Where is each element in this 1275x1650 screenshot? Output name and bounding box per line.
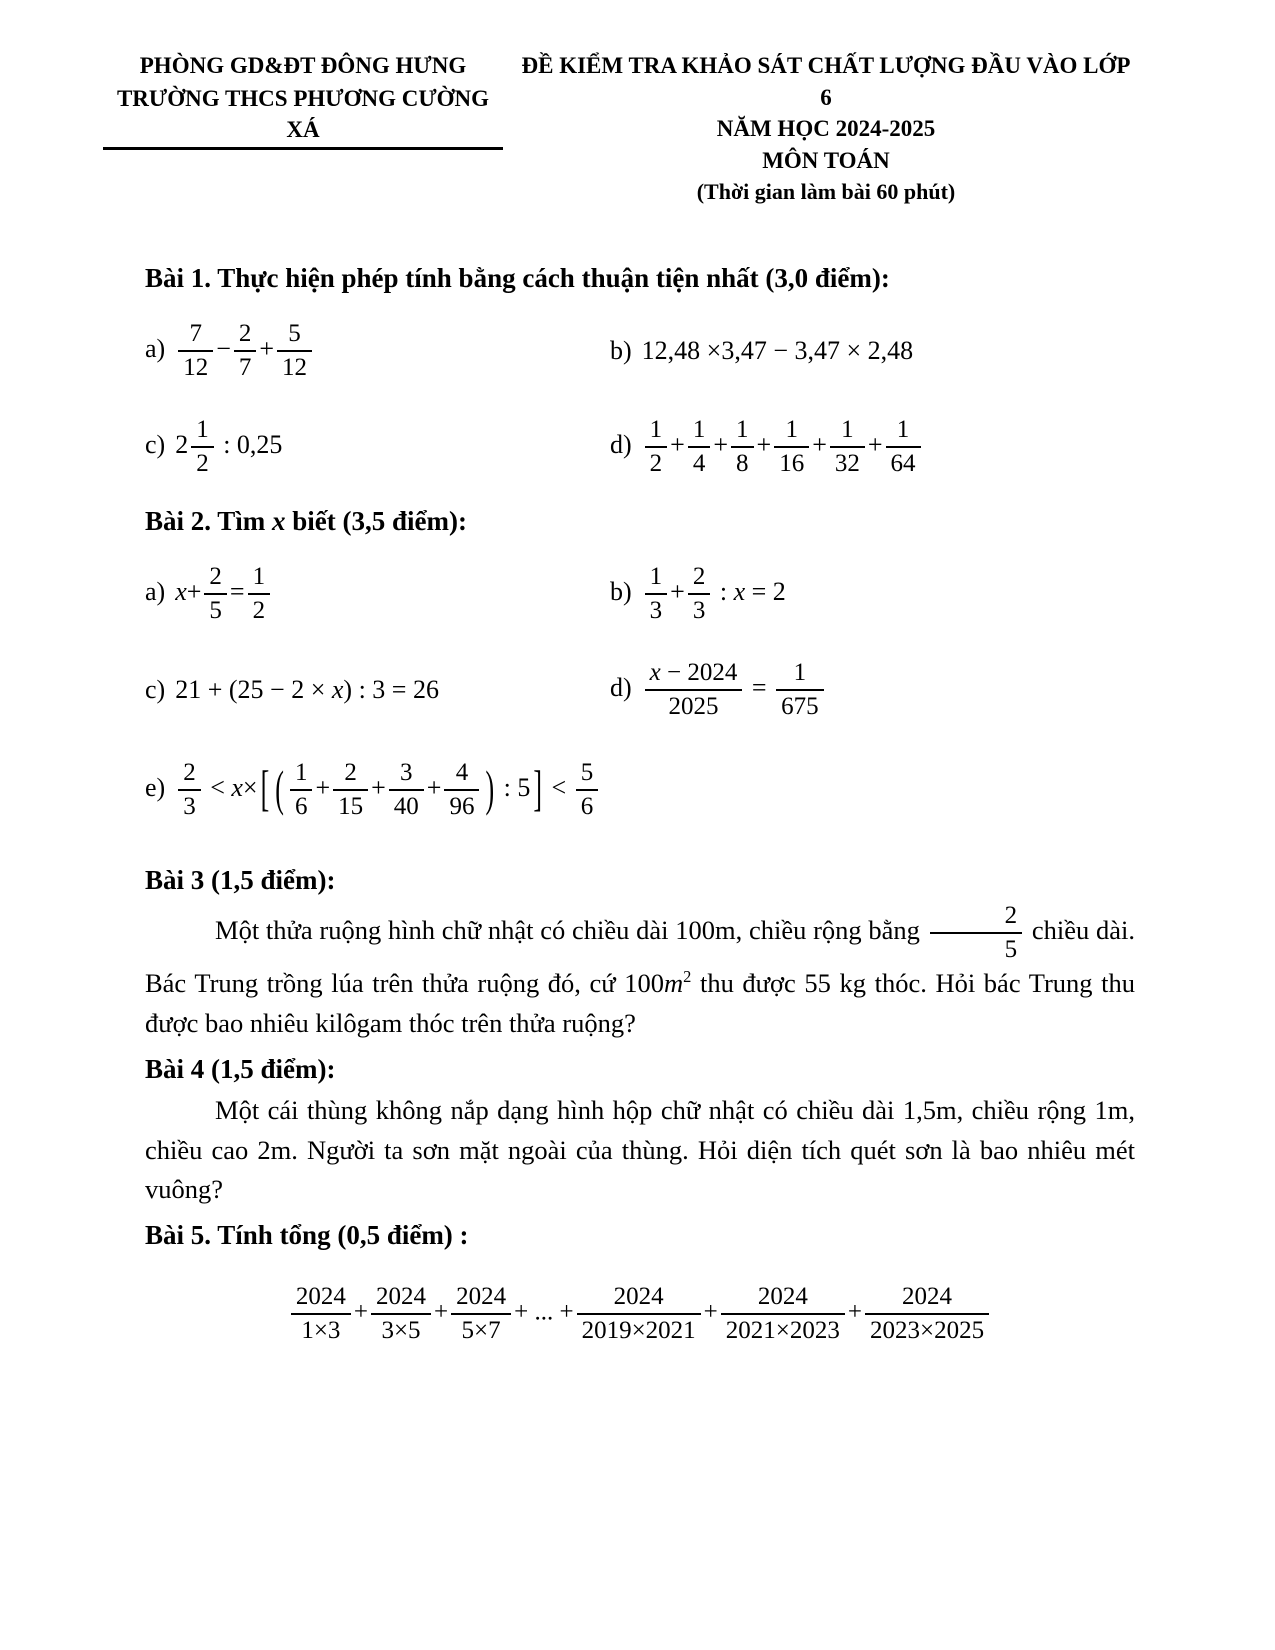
- problem-2-row-ab: [145, 563, 1135, 625]
- problem-2-item-a: [145, 563, 610, 625]
- exam-header: [116, 50, 1135, 207]
- school-name: TRƯỜNG THCS PHƯƠNG CƯỜNG XÁ: [103, 83, 503, 150]
- problem-1-row-cd: [145, 416, 1135, 478]
- item-label: e): [145, 773, 166, 803]
- header-left-block: [103, 50, 503, 150]
- formula: 21 + (25 − 2 × x) : 3 = 26: [175, 675, 439, 705]
- item-label: d): [610, 673, 632, 703]
- formula: $\frac{1}{3}$ + $\frac{2}{3}$ : x = 2: [642, 577, 786, 606]
- problem-4-body: Một cái thùng không nắp dạng hình hộp chữ nhật có chiều dài 1,5m, chiều rộng 1m, chiều cao 2m. Người ta sơn mặt ngoài của thùng. Hỏi diện tích quét sơn là bao nhiêu mét vuông?: [145, 1094, 1135, 1205]
- formula: 2 $\frac{1}{2}$ : 0,25: [175, 416, 283, 478]
- problem-1-item-b: [610, 336, 1135, 366]
- problem-2-item-c: [145, 675, 610, 705]
- item-label: b): [610, 577, 632, 607]
- problem-2-item-e: [145, 759, 1135, 821]
- formula: 12,48 ×3,47 − 3,47 × 2,48: [641, 336, 914, 366]
- formula: $\frac{2}{3}$ < x× [ ( $\frac{1}{6}$ + $\frac{2}{15}$ + $\frac{3}{40}$ + $\frac{4}{96}$ ) : 5 ] < $\frac{5}{6}$: [175, 773, 601, 802]
- item-label: a): [145, 577, 166, 607]
- problem-2-row-e: [145, 759, 1135, 821]
- problem-5-sum-formula: $\frac{2024}{1\times 3}$ + $\frac{2024}{3\times 5}$ + $\frac{2024}{5\times 7}$ + ... + $\frac{2024}{2019\times 2021}$ + $\frac{2024}{2021\times 2023}$ + $\frac{2024}{2023\times 2025}$: [145, 1283, 1135, 1345]
- header-right-block: [517, 50, 1135, 207]
- problem-3-body: Một thửa ruộng hình chữ nhật có chiều dài 100m, chiều rộng bằng $\frac{2}{5}$ chiều dài. Bác Trung trồng lúa trên thửa ruộng đó, cứ $100m^2$ thu được 55 kg thóc. Hỏi bác Trung thu được bao nhiêu kilôgam thóc trên thửa ruộng?: [145, 902, 1135, 1039]
- exam-duration: (Thời gian làm bài 60 phút): [696, 178, 956, 204]
- school-year: NĂM HỌC 2024-2025: [716, 116, 936, 142]
- department-name: PHÒNG GD&ĐT ĐÔNG HƯNG: [139, 53, 467, 78]
- formula: $\frac{x - 2024}{2025}$ = $\frac{1}{675}$: [642, 673, 827, 702]
- item-label: a): [145, 334, 166, 364]
- problem-2-item-d: [610, 659, 1135, 721]
- item-label: d): [610, 430, 632, 460]
- exam-title: ĐỀ KIỂM TRA KHẢO SÁT CHẤT LƯỢNG ĐẦU VÀO LỚP 6: [521, 53, 1131, 110]
- school-name-wrap: [103, 83, 503, 150]
- problem-1-row-ab: [145, 320, 1135, 382]
- problem-1-item-d: [610, 416, 1135, 478]
- subject-name: MÔN TOÁN: [762, 148, 890, 174]
- problem-2-title: Bài 2. Tìm x biết (3,5 điểm):: [145, 506, 467, 537]
- problem-2-item-b: [610, 563, 1135, 625]
- item-label: b): [610, 336, 632, 366]
- problem-1-title: Bài 1. Thực hiện phép tính bằng cách thuận tiện nhất (3,0 điểm):: [145, 263, 890, 294]
- item-label: c): [145, 675, 166, 705]
- problem-5-title: Bài 5. Tính tổng (0,5 điểm) :: [145, 1220, 469, 1251]
- formula: $\frac{1}{2}$ + $\frac{1}{4}$ + $\frac{1}{8}$ + $\frac{1}{16}$ + $\frac{1}{32}$ + $\frac{1}{64}$: [642, 430, 924, 459]
- formula: $\frac{7}{12}$ − $\frac{2}{7}$ + $\frac{5}{12}$: [175, 334, 315, 363]
- problem-4-title: Bài 4 (1,5 điểm):: [145, 1053, 336, 1084]
- formula: x+ $\frac{2}{5}$ = $\frac{1}{2}$: [175, 577, 273, 606]
- problem-3-title: Bài 3 (1,5 điểm):: [145, 865, 336, 896]
- problem-1-item-a: [145, 320, 610, 382]
- problem-1-item-c: [145, 416, 610, 478]
- item-label: c): [145, 430, 166, 460]
- problem-2-row-cd: [145, 659, 1135, 721]
